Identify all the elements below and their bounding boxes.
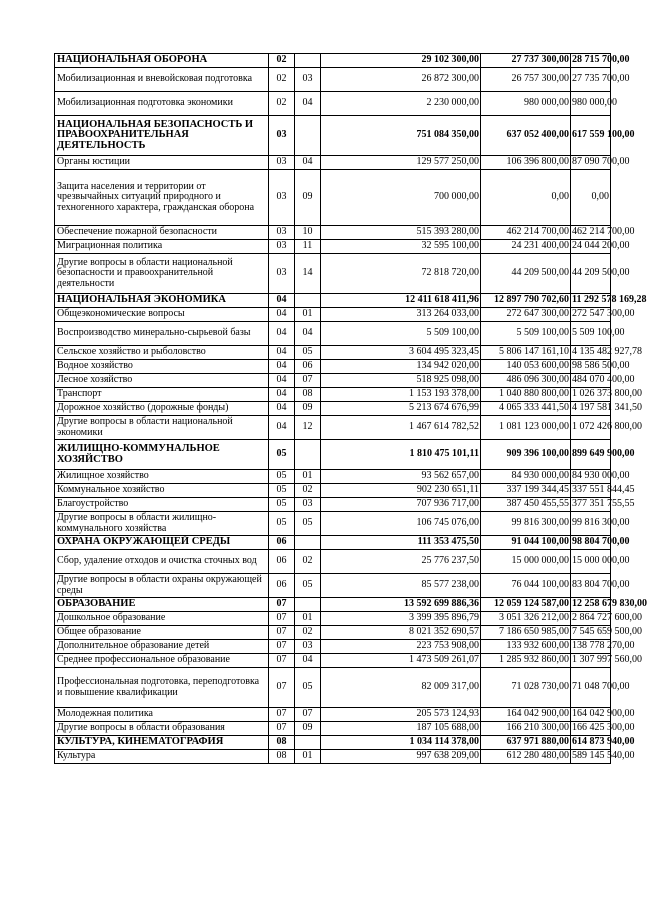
row-subsection-code-cell: 05 — [295, 346, 321, 360]
row-subsection-code-cell: 07 — [295, 708, 321, 722]
table-row — [55, 722, 611, 736]
table-row — [55, 308, 611, 322]
table-row — [55, 654, 611, 668]
row-value-1-cell: 1 034 114 378,00 — [321, 736, 481, 750]
row-name-cell: Сбор, удаление отходов и очистка сточных вод — [55, 550, 269, 574]
row-value-2-cell: 76 044 100,00 — [481, 574, 571, 598]
row-section-code-cell: 04 — [269, 346, 295, 360]
row-subsection-code-cell — [295, 116, 321, 156]
row-value-3-cell: 0,00 — [571, 170, 611, 226]
row-subsection-code-cell: 10 — [295, 226, 321, 240]
row-value-3-cell: 71 048 700,00 — [571, 668, 611, 708]
table-row — [55, 498, 611, 512]
row-subsection-code-cell: 07 — [295, 374, 321, 388]
row-subsection-code-cell — [295, 536, 321, 550]
row-subsection-code-cell: 11 — [295, 240, 321, 254]
table-row — [55, 668, 611, 708]
row-value-3-cell: 899 649 900,00 — [571, 440, 611, 470]
row-value-2-cell: 99 816 300,00 — [481, 512, 571, 536]
row-value-2-cell: 84 930 000,00 — [481, 470, 571, 484]
row-section-code-cell: 03 — [269, 226, 295, 240]
row-value-2-cell: 4 065 333 441,50 — [481, 402, 571, 416]
row-name-cell: Профессиональная подготовка, переподготовка и повышение квалификации — [55, 668, 269, 708]
row-name-cell: Воспроизводство минерально-сырьевой базы — [55, 322, 269, 346]
table-row — [55, 346, 611, 360]
row-value-2-cell: 15 000 000,00 — [481, 550, 571, 574]
row-name-cell: Лесное хозяйство — [55, 374, 269, 388]
row-section-code-cell: 03 — [269, 116, 295, 156]
row-value-2-cell: 3 051 326 212,00 — [481, 612, 571, 626]
row-section-code-cell: 07 — [269, 598, 295, 612]
row-value-1-cell: 72 818 720,00 — [321, 254, 481, 294]
row-subsection-code-cell: 01 — [295, 612, 321, 626]
row-value-2-cell: 5 806 147 161,10 — [481, 346, 571, 360]
row-section-code-cell: 02 — [269, 92, 295, 116]
row-value-3-cell: 484 070 400,00 — [571, 374, 611, 388]
row-value-1-cell: 29 102 300,00 — [321, 54, 481, 68]
row-value-3-cell: 7 545 659 500,00 — [571, 626, 611, 640]
row-name-cell: Дополнительное образование детей — [55, 640, 269, 654]
row-value-3-cell: 164 042 900,00 — [571, 708, 611, 722]
row-name-cell: Другие вопросы в области охраны окружающей среды — [55, 574, 269, 598]
row-name-cell: Жилищное хозяйство — [55, 470, 269, 484]
row-value-1-cell: 751 084 350,00 — [321, 116, 481, 156]
row-subsection-code-cell — [295, 54, 321, 68]
table-row — [55, 360, 611, 374]
row-subsection-code-cell: 08 — [295, 388, 321, 402]
row-value-3-cell: 272 547 300,00 — [571, 308, 611, 322]
row-subsection-code-cell: 09 — [295, 402, 321, 416]
row-value-1-cell: 111 353 475,50 — [321, 536, 481, 550]
row-value-3-cell: 337 551 844,45 — [571, 484, 611, 498]
row-value-1-cell: 32 595 100,00 — [321, 240, 481, 254]
row-value-1-cell: 1 467 614 782,52 — [321, 416, 481, 440]
row-subsection-code-cell: 04 — [295, 92, 321, 116]
section-row — [55, 736, 611, 750]
row-name-cell: НАЦИОНАЛЬНАЯ ОБОРОНА — [55, 54, 269, 68]
row-value-1-cell: 205 573 124,93 — [321, 708, 481, 722]
row-value-3-cell: 138 778 270,00 — [571, 640, 611, 654]
row-value-2-cell: 91 044 100,00 — [481, 536, 571, 550]
row-name-cell: Дошкольное образование — [55, 612, 269, 626]
row-value-3-cell: 462 214 700,00 — [571, 226, 611, 240]
row-value-3-cell: 84 930 000,00 — [571, 470, 611, 484]
row-value-1-cell: 12 411 618 411,96 — [321, 294, 481, 308]
table-row — [55, 322, 611, 346]
table-row — [55, 388, 611, 402]
row-name-cell: Среднее профессиональное образование — [55, 654, 269, 668]
row-section-code-cell: 04 — [269, 374, 295, 388]
row-subsection-code-cell: 09 — [295, 722, 321, 736]
row-name-cell: Общеэкономические вопросы — [55, 308, 269, 322]
row-value-2-cell: 24 231 400,00 — [481, 240, 571, 254]
row-section-code-cell: 05 — [269, 498, 295, 512]
row-value-3-cell: 2 864 727 600,00 — [571, 612, 611, 626]
row-value-1-cell: 5 213 674 676,99 — [321, 402, 481, 416]
section-row — [55, 54, 611, 68]
row-section-code-cell: 07 — [269, 668, 295, 708]
row-value-1-cell: 187 105 688,00 — [321, 722, 481, 736]
row-value-2-cell: 12 897 790 702,60 — [481, 294, 571, 308]
row-value-1-cell: 515 393 280,00 — [321, 226, 481, 240]
row-value-3-cell: 24 044 200,00 — [571, 240, 611, 254]
row-value-1-cell: 134 942 020,00 — [321, 360, 481, 374]
row-section-code-cell: 07 — [269, 612, 295, 626]
row-section-code-cell: 04 — [269, 322, 295, 346]
row-value-1-cell: 129 577 250,00 — [321, 156, 481, 170]
row-value-3-cell: 4 197 581 341,50 — [571, 402, 611, 416]
row-value-1-cell: 25 776 237,50 — [321, 550, 481, 574]
table-row — [55, 470, 611, 484]
row-name-cell: Культура — [55, 750, 269, 764]
row-subsection-code-cell — [295, 294, 321, 308]
row-name-cell: Другие вопросы в области национальной экономики — [55, 416, 269, 440]
row-value-1-cell: 313 264 033,00 — [321, 308, 481, 322]
row-value-2-cell: 71 028 730,00 — [481, 668, 571, 708]
row-value-2-cell: 5 509 100,00 — [481, 322, 571, 346]
row-value-2-cell: 44 209 500,00 — [481, 254, 571, 294]
table-row — [55, 374, 611, 388]
budget-table — [54, 53, 647, 764]
row-value-2-cell: 166 210 300,00 — [481, 722, 571, 736]
table-row — [55, 484, 611, 498]
row-subsection-code-cell: 01 — [295, 470, 321, 484]
row-section-code-cell: 07 — [269, 640, 295, 654]
row-value-1-cell: 93 562 657,00 — [321, 470, 481, 484]
row-subsection-code-cell: 01 — [295, 750, 321, 764]
row-value-3-cell: 617 559 100,00 — [571, 116, 611, 156]
row-section-code-cell: 07 — [269, 626, 295, 640]
row-value-3-cell: 4 135 482 927,78 — [571, 346, 611, 360]
row-section-code-cell: 07 — [269, 654, 295, 668]
row-value-2-cell: 462 214 700,00 — [481, 226, 571, 240]
row-section-code-cell: 06 — [269, 574, 295, 598]
row-value-1-cell: 223 753 908,00 — [321, 640, 481, 654]
row-section-code-cell: 08 — [269, 736, 295, 750]
row-subsection-code-cell: 04 — [295, 654, 321, 668]
row-value-1-cell: 8 021 352 690,57 — [321, 626, 481, 640]
table-row — [55, 612, 611, 626]
table-row — [55, 416, 611, 440]
row-value-2-cell: 12 059 124 587,00 — [481, 598, 571, 612]
section-row — [55, 294, 611, 308]
section-row — [55, 116, 611, 156]
row-value-3-cell: 83 804 700,00 — [571, 574, 611, 598]
row-value-1-cell: 106 745 076,00 — [321, 512, 481, 536]
table-row — [55, 512, 611, 536]
row-value-3-cell: 377 351 755,55 — [571, 498, 611, 512]
row-subsection-code-cell: 02 — [295, 626, 321, 640]
row-subsection-code-cell: 06 — [295, 360, 321, 374]
row-name-cell: Мобилизационная и вневойсковая подготовка — [55, 68, 269, 92]
row-value-1-cell: 2 230 000,00 — [321, 92, 481, 116]
row-value-2-cell: 612 280 480,00 — [481, 750, 571, 764]
row-value-2-cell: 637 052 400,00 — [481, 116, 571, 156]
row-section-code-cell: 04 — [269, 308, 295, 322]
row-subsection-code-cell: 03 — [295, 498, 321, 512]
row-name-cell: Молодежная политика — [55, 708, 269, 722]
row-value-2-cell: 1 081 123 000,00 — [481, 416, 571, 440]
row-section-code-cell: 02 — [269, 68, 295, 92]
row-value-2-cell: 106 396 800,00 — [481, 156, 571, 170]
row-subsection-code-cell: 04 — [295, 322, 321, 346]
row-value-3-cell: 5 509 100,00 — [571, 322, 611, 346]
row-section-code-cell: 04 — [269, 294, 295, 308]
row-value-1-cell: 707 936 717,00 — [321, 498, 481, 512]
row-value-3-cell: 27 735 700,00 — [571, 68, 611, 92]
row-value-1-cell: 518 925 098,00 — [321, 374, 481, 388]
row-section-code-cell: 06 — [269, 550, 295, 574]
row-value-3-cell: 87 090 700,00 — [571, 156, 611, 170]
row-section-code-cell: 03 — [269, 156, 295, 170]
row-subsection-code-cell — [295, 736, 321, 750]
table-row — [55, 708, 611, 722]
table-row — [55, 550, 611, 574]
row-subsection-code-cell: 05 — [295, 668, 321, 708]
row-value-3-cell: 44 209 500,00 — [571, 254, 611, 294]
row-value-1-cell: 1 810 475 101,11 — [321, 440, 481, 470]
row-name-cell: Мобилизационная подготовка экономики — [55, 92, 269, 116]
row-section-code-cell: 05 — [269, 484, 295, 498]
table-row — [55, 254, 611, 294]
row-name-cell: Транспорт — [55, 388, 269, 402]
table-row — [55, 68, 611, 92]
row-value-1-cell: 902 230 651,11 — [321, 484, 481, 498]
row-section-code-cell: 04 — [269, 402, 295, 416]
row-value-3-cell: 589 145 540,00 — [571, 750, 611, 764]
row-name-cell: Защита населения и территории от чрезвычайных ситуаций природного и техногенного характера, гражданская оборона — [55, 170, 269, 226]
row-section-code-cell: 05 — [269, 512, 295, 536]
row-value-2-cell: 26 757 300,00 — [481, 68, 571, 92]
row-name-cell: КУЛЬТУРА, КИНЕМАТОГРАФИЯ — [55, 736, 269, 750]
row-name-cell: ОХРАНА ОКРУЖАЮЩЕЙ СРЕДЫ — [55, 536, 269, 550]
row-value-2-cell: 980 000,00 — [481, 92, 571, 116]
table-row — [55, 156, 611, 170]
row-value-3-cell: 98 586 500,00 — [571, 360, 611, 374]
row-subsection-code-cell: 12 — [295, 416, 321, 440]
row-subsection-code-cell: 01 — [295, 308, 321, 322]
row-name-cell: ОБРАЗОВАНИЕ — [55, 598, 269, 612]
row-value-1-cell: 82 009 317,00 — [321, 668, 481, 708]
row-section-code-cell: 07 — [269, 722, 295, 736]
row-value-2-cell: 7 186 650 985,00 — [481, 626, 571, 640]
row-subsection-code-cell: 02 — [295, 484, 321, 498]
row-value-1-cell: 1 473 509 261,07 — [321, 654, 481, 668]
row-value-3-cell: 15 000 000,00 — [571, 550, 611, 574]
table-row — [55, 574, 611, 598]
row-value-1-cell: 3 399 395 896,79 — [321, 612, 481, 626]
row-value-2-cell: 486 096 300,00 — [481, 374, 571, 388]
row-value-2-cell: 909 396 100,00 — [481, 440, 571, 470]
row-subsection-code-cell: 05 — [295, 512, 321, 536]
row-subsection-code-cell — [295, 440, 321, 470]
row-value-1-cell: 5 509 100,00 — [321, 322, 481, 346]
row-value-1-cell: 13 592 699 886,36 — [321, 598, 481, 612]
section-row — [55, 440, 611, 470]
row-section-code-cell: 06 — [269, 536, 295, 550]
table-row — [55, 92, 611, 116]
table-row — [55, 640, 611, 654]
row-section-code-cell: 03 — [269, 170, 295, 226]
table-row — [55, 750, 611, 764]
row-value-2-cell: 387 450 455,55 — [481, 498, 571, 512]
row-subsection-code-cell: 14 — [295, 254, 321, 294]
row-value-3-cell: 1 307 997 560,00 — [571, 654, 611, 668]
row-value-3-cell: 614 873 940,00 — [571, 736, 611, 750]
table-row — [55, 626, 611, 640]
row-name-cell: ЖИЛИЩНО-КОММУНАЛЬНОЕ ХОЗЯЙСТВО — [55, 440, 269, 470]
row-value-2-cell: 140 053 600,00 — [481, 360, 571, 374]
row-name-cell: Миграционная политика — [55, 240, 269, 254]
row-subsection-code-cell: 03 — [295, 68, 321, 92]
table-row — [55, 226, 611, 240]
row-value-2-cell: 0,00 — [481, 170, 571, 226]
row-name-cell: НАЦИОНАЛЬНАЯ БЕЗОПАСНОСТЬ И ПРАВООХРАНИТЕЛЬНАЯ ДЕЯТЕЛЬНОСТЬ — [55, 116, 269, 156]
table-row — [55, 402, 611, 416]
row-name-cell: Обеспечение пожарной безопасности — [55, 226, 269, 240]
budget-table-body — [55, 54, 647, 764]
row-value-3-cell: 980 000,00 — [571, 92, 611, 116]
row-section-code-cell: 04 — [269, 416, 295, 440]
row-value-2-cell: 1 285 932 860,00 — [481, 654, 571, 668]
row-name-cell: Органы юстиции — [55, 156, 269, 170]
table-row — [55, 170, 611, 226]
row-value-1-cell: 997 638 209,00 — [321, 750, 481, 764]
row-subsection-code-cell: 05 — [295, 574, 321, 598]
row-section-code-cell: 03 — [269, 240, 295, 254]
row-section-code-cell: 04 — [269, 388, 295, 402]
row-subsection-code-cell — [295, 598, 321, 612]
row-value-2-cell: 272 647 300,00 — [481, 308, 571, 322]
row-value-3-cell: 28 715 700,00 — [571, 54, 611, 68]
row-value-1-cell: 3 604 495 323,45 — [321, 346, 481, 360]
row-name-cell: Благоустройство — [55, 498, 269, 512]
row-value-2-cell: 27 737 300,00 — [481, 54, 571, 68]
row-value-2-cell: 637 971 880,00 — [481, 736, 571, 750]
row-name-cell: Сельское хозяйство и рыболовство — [55, 346, 269, 360]
row-subsection-code-cell: 04 — [295, 156, 321, 170]
row-section-code-cell: 07 — [269, 708, 295, 722]
row-subsection-code-cell: 03 — [295, 640, 321, 654]
row-name-cell: Другие вопросы в области национальной безопасности и правоохранительной деятельности — [55, 254, 269, 294]
row-value-3-cell: 12 258 679 830,00 — [571, 598, 611, 612]
row-section-code-cell: 03 — [269, 254, 295, 294]
row-value-3-cell: 166 425 300,00 — [571, 722, 611, 736]
row-name-cell: Коммунальное хозяйство — [55, 484, 269, 498]
row-value-1-cell: 26 872 300,00 — [321, 68, 481, 92]
section-row — [55, 598, 611, 612]
row-value-1-cell: 85 577 238,00 — [321, 574, 481, 598]
row-value-3-cell: 1 072 426 800,00 — [571, 416, 611, 440]
row-section-code-cell: 05 — [269, 470, 295, 484]
row-section-code-cell: 02 — [269, 54, 295, 68]
row-value-1-cell: 700 000,00 — [321, 170, 481, 226]
row-name-cell: Другие вопросы в области образования — [55, 722, 269, 736]
section-row — [55, 536, 611, 550]
row-name-cell: НАЦИОНАЛЬНАЯ ЭКОНОМИКА — [55, 294, 269, 308]
row-value-2-cell: 1 040 880 800,00 — [481, 388, 571, 402]
row-value-1-cell: 1 153 193 378,00 — [321, 388, 481, 402]
row-name-cell: Общее образование — [55, 626, 269, 640]
row-subsection-code-cell: 09 — [295, 170, 321, 226]
row-section-code-cell: 05 — [269, 440, 295, 470]
row-value-3-cell: 11 292 578 169,28 — [571, 294, 611, 308]
row-section-code-cell: 04 — [269, 360, 295, 374]
row-subsection-code-cell: 02 — [295, 550, 321, 574]
row-name-cell: Водное хозяйство — [55, 360, 269, 374]
row-value-2-cell: 133 932 600,00 — [481, 640, 571, 654]
row-value-2-cell: 337 199 344,45 — [481, 484, 571, 498]
row-section-code-cell: 08 — [269, 750, 295, 764]
row-name-cell: Дорожное хозяйство (дорожные фонды) — [55, 402, 269, 416]
table-row — [55, 240, 611, 254]
row-value-3-cell: 99 816 300,00 — [571, 512, 611, 536]
row-name-cell: Другие вопросы в области жилищно-коммунального хозяйства — [55, 512, 269, 536]
row-value-3-cell: 98 804 700,00 — [571, 536, 611, 550]
row-value-3-cell: 1 026 373 800,00 — [571, 388, 611, 402]
row-value-2-cell: 164 042 900,00 — [481, 708, 571, 722]
